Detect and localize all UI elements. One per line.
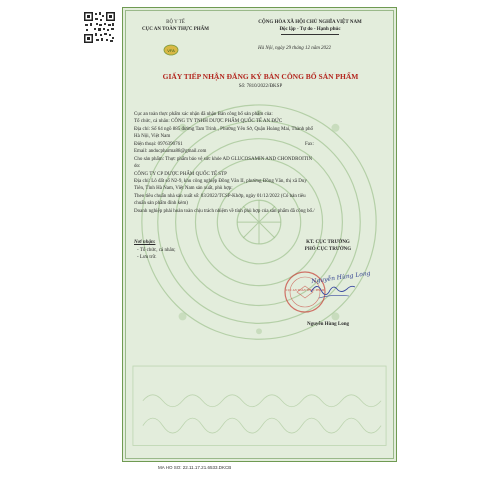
signer-subtitle: PHÓ CỤC TRƯỞNG (304, 247, 352, 252)
recipient-item: - Lưu trữ. (137, 255, 157, 260)
standard-ref-cont: chuẩn sản phẩm đính kèm) (134, 201, 188, 206)
body-intro: Cục an toàn thực phẩm xác nhận đã nhận Bản công bố sản phẩm của: (134, 112, 273, 117)
stamp-text: CỤC AN TOÀN THỰC PHẨM (285, 288, 325, 292)
certificate-document (122, 7, 397, 462)
signer-name: Nguyễn Hùng Long (307, 322, 349, 327)
standard-ref: Theo tiêu chuẩn nhà sản xuất số: 03/2022/TCSP-Khớp, ngày 01/12/2022 (Có bản tiêu (134, 194, 306, 199)
recipients-label: Nơi nhận: (134, 240, 156, 245)
manufacturer-name: CÔNG TY CP DƯỢC PHẨM QUỐC TẾ STP (134, 172, 227, 177)
org-phone: Điện thoại: 0976390761 (134, 142, 183, 147)
document-number: Số: 7810/2022/ĐKSP (238, 84, 283, 89)
org-address-cont: Hà Nội, Việt Nam (134, 134, 171, 139)
product-name: Cho sản phẩm: Thực phẩm bảo vệ sức khỏe AD GLUCOSAMIN AND CHONDROITIN (134, 157, 313, 162)
signer-title: KT. CỤC TRƯỞNG (306, 240, 350, 245)
org-email: Email: anducpharma88@gmail.com (134, 149, 207, 154)
handwritten-signature: Nguyễn Hùng Long (310, 269, 372, 286)
motto-underline (281, 34, 339, 35)
document-title: GIẤY TIẾP NHẬN ĐĂNG KÝ BẢN CÔNG BỐ SẢN PHẨM (162, 72, 359, 81)
manufacturer-address: Địa chỉ: Lô đất số N2-9, khu công nghiệp Đồng Văn II, phường Đồng Văn, thị xã Duy (134, 179, 307, 184)
responsibility-note: Doanh nghiệp phải hoàn toàn chịu trách nhiệm về tính phù hợp của sản phẩm đã công bố./ (134, 209, 315, 214)
ministry-logo-icon (163, 44, 179, 56)
motto: Độc lập - Tự do - Hạnh phúc (279, 27, 341, 32)
recipient-item: - Tổ chức, cá nhân; (137, 248, 176, 253)
ministry-name: BỘ Y TẾ (166, 20, 185, 25)
org-address: Địa chỉ: Số 64 ngõ 885 đường Tam Trinh , Phường Yên Sở, Quận Hoàng Mai, Thành phố (134, 127, 314, 132)
country-name: CỘNG HÒA XÃ HỘI CHỦ NGHĨA VIỆT NAM (258, 20, 362, 25)
qr-code (83, 11, 116, 44)
svg-text:VFA: VFA (167, 47, 175, 53)
org-name: Tổ chức, cá nhân: CÔNG TY TNHH DƯỢC PHẨM QUỐC TẾ AN ĐỨC (134, 119, 283, 124)
signature-stroke (309, 278, 357, 302)
product-do: do: (134, 164, 141, 169)
date-place: Hà Nội, ngày 29 tháng 12 năm 2022 (258, 46, 332, 51)
manufacturer-address-cont: Tiên, Tỉnh Hà Nam, Việt Nam sản xuất, phù hợp: (134, 186, 233, 191)
org-fax: Fax: (305, 142, 314, 147)
record-code: MA HO SO: 22.11.17.21.6533.DKCB (158, 465, 232, 470)
department-name: CỤC AN TOÀN THỰC PHẨM (141, 27, 210, 32)
